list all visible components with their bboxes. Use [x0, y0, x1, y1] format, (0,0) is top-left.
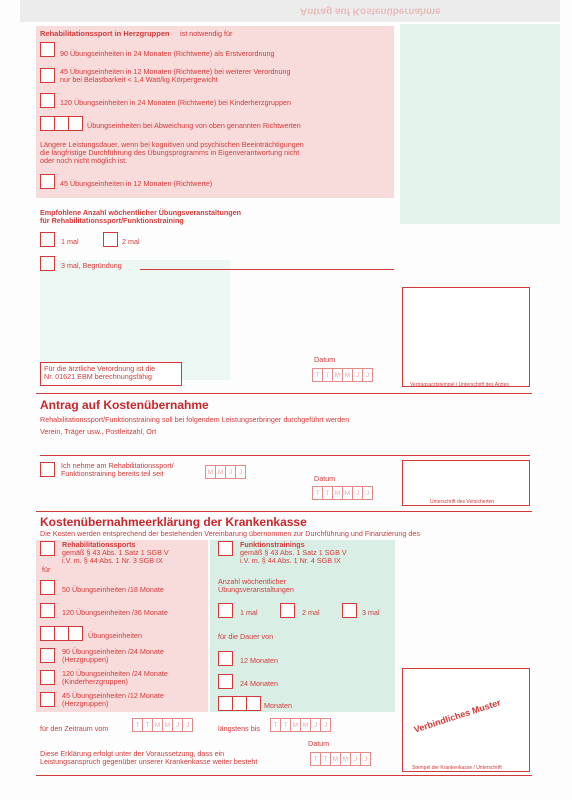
date-label-1: Datum	[314, 355, 336, 364]
divider-2	[36, 511, 532, 512]
checkbox-50-einheiten[interactable]	[40, 580, 55, 595]
disclaimer-l2: Leistungsanspruch gegenüber unserer Krankenkasse weiter besteht	[40, 757, 258, 766]
checkbox-12-monate[interactable]	[218, 651, 233, 666]
checkbox-120-einheiten-kinder[interactable]	[40, 93, 55, 108]
reha-fuer: für	[42, 565, 51, 574]
versicherter-signature-caption: Unterschrift des Versicherten	[430, 499, 495, 505]
arzt-stamp-box[interactable]	[402, 287, 530, 387]
checkbox-ft-2-mal[interactable]	[280, 603, 295, 618]
input-einheiten-digit-2[interactable]	[54, 116, 69, 131]
label-90-einheiten-herz-l2: (Herzgruppen)	[62, 655, 109, 664]
checkbox-rehasport[interactable]	[40, 541, 55, 556]
divider-1	[36, 393, 532, 394]
label-1-mal: 1 mal	[61, 237, 79, 246]
section-anzahl-title-l1: Empfohlene Anzahl wöchentlicher Übungsveranstaltungen	[40, 208, 242, 217]
label-ft-3-mal: 3 mal	[362, 608, 380, 617]
label-120-einheiten-kinderherz-l2: (Kinderherzgruppen)	[62, 677, 128, 686]
section-herzgruppen-title: Rehabilitationssport in Herzgruppen	[40, 29, 170, 38]
laengstens-label: längstens bis	[218, 724, 260, 733]
label-120-einheiten: 120 Übungseinheiten /36 Monate	[62, 608, 168, 617]
label-120-einheiten-kinder: 120 Übungseinheiten in 24 Monaten (Richtwerte) bei Kinderherzgruppen	[60, 98, 291, 107]
label-abweichung: Übungseinheiten bei Abweichung von oben genannten Richtwerten	[87, 121, 301, 130]
antrag-line1: Rehabilitationssport/Funktionstraining soll bei folgendem Leistungserbringer durchgeführt werden	[40, 415, 350, 424]
input-kosten-einheiten-digit-3[interactable]	[68, 626, 83, 641]
input-monate-digit-2[interactable]	[232, 696, 247, 711]
ebm-note-l1: Für die ärztliche Verordnung ist die	[44, 364, 156, 373]
reha-title: Rehabilitationssports	[62, 540, 136, 549]
anzahl-l1: Anzahl wöchentlicher	[218, 577, 286, 586]
ebm-note-l2: Nr. 01621 EBM berechnungsfähig	[44, 372, 152, 381]
label-45-einheiten-herz-l2: (Herzgruppen)	[62, 699, 109, 708]
checkbox-45-einheiten-langfristig[interactable]	[40, 174, 55, 189]
kosten-title: Kostenübernahmeerklärung der Krankenkasse	[40, 515, 307, 529]
kosten-subtitle: Die Kosten werden entsprechend der bestehenden Vereinbarung übernommen zur Durchführung und Finanzierung des	[40, 529, 420, 538]
verbindliches-muster-watermark: Verbindliches Muster	[412, 697, 502, 735]
label-45-einheiten-l1: 45 Übungseinheiten in 12 Monaten (Richtwerte) bei weiterer Verordnung	[60, 67, 291, 76]
checkbox-1-mal[interactable]	[40, 232, 55, 247]
para-longer-duration-l3: oder noch nicht möglich ist.	[40, 156, 128, 165]
label-kosten-einheiten: Übungseinheiten	[88, 631, 142, 640]
input-kosten-einheiten-digit-1[interactable]	[40, 626, 55, 641]
checkbox-45-einheiten-weitere[interactable]	[40, 68, 55, 83]
label-90-einheiten: 90 Übungseinheiten in 24 Monaten (Richtwerte) als Erstverordnung	[60, 49, 275, 58]
label-24-monate: 24 Monaten	[240, 679, 278, 688]
faded-header-title: Antrag auf Kostenübernahme	[300, 5, 441, 17]
input-einheiten-digit-3[interactable]	[68, 116, 83, 131]
section-anzahl-title-l2: für Rehabilitationssport/Funktionstraining	[40, 216, 184, 225]
funktion-panel	[210, 540, 395, 712]
input-monate-digit-1[interactable]	[218, 696, 233, 711]
bereits-teil-l2: Funktionstraining bereits teil seit	[61, 469, 164, 478]
date-label-3: Datum	[308, 739, 330, 748]
checkbox-120-einheiten-kinderherz[interactable]	[40, 670, 55, 685]
date-field-3[interactable]: T T M M J J	[310, 752, 370, 766]
checkbox-2-mal[interactable]	[103, 232, 118, 247]
antrag-title: Antrag auf Kostenübernahme	[40, 398, 209, 412]
section-herzgruppen-title-suffix: ist notwendig für	[180, 29, 233, 38]
label-90-einheiten-herz-l1: 90 Übungseinheiten /24 Monate	[62, 647, 164, 656]
label-ft-1-mal: 1 mal	[240, 608, 258, 617]
para-longer-duration-l1: Längere Leistungsdauer, wenn bei kognitiven und psychischen Beeinträchtigungen	[40, 140, 304, 149]
checkbox-24-monate[interactable]	[218, 674, 233, 689]
label-2-mal: 2 mal	[122, 237, 140, 246]
bereits-teil-date[interactable]: M M J J	[205, 465, 245, 479]
krankenkasse-stamp-caption: Stempel der Krankenkasse / Unterschrift	[412, 765, 502, 771]
funktion-l2: i.V. m. § 44 Abs. 1 Nr. 4 SGB IX	[240, 556, 341, 565]
bereits-teil-l1: Ich nehme am Rehabilitationssport/	[61, 461, 174, 470]
input-monate-digit-3[interactable]	[246, 696, 261, 711]
anzahl-l2: Übungsveranstaltungen	[218, 585, 294, 594]
checkbox-bereits-teil[interactable]	[40, 462, 55, 477]
label-ft-2-mal: 2 mal	[302, 608, 320, 617]
leistungserbringer-line[interactable]	[40, 455, 530, 456]
begruendung-line[interactable]	[140, 269, 394, 270]
reha-l2: i.V. m. § 44 Abs. 1 Nr. 3 SGB IX	[62, 556, 163, 565]
checkbox-90-einheiten[interactable]	[40, 42, 55, 57]
date-label-2: Datum	[314, 474, 336, 483]
disclaimer-l1: Diese Erklärung erfolgt unter der Voraussetzung, dass ein	[40, 749, 225, 758]
label-45-einheiten-herz-l1: 45 Übungseinheiten /12 Monate	[62, 691, 164, 700]
top-header-strip	[20, 0, 560, 22]
checkbox-funktionstraining[interactable]	[218, 541, 233, 556]
date-field-1[interactable]: T T M M J J	[312, 368, 372, 382]
zeitraum-von-date[interactable]: T T M M J J	[132, 718, 192, 732]
checkbox-ft-3-mal[interactable]	[342, 603, 357, 618]
date-field-2[interactable]: T T M M J J	[312, 486, 372, 500]
para-longer-duration-l2: die langfristige Durchführung des Übungsprogramms in Eigenverantwortung nicht	[40, 148, 300, 157]
bottom-border	[36, 775, 532, 776]
input-kosten-einheiten-digit-2[interactable]	[54, 626, 69, 641]
checkbox-120-einheiten[interactable]	[40, 603, 55, 618]
label-3-mal-begruendung: 3 mal, Begründung	[61, 261, 122, 270]
antrag-line2: Verein, Träger usw., Postleitzahl, Ort	[40, 427, 157, 436]
checkbox-3-mal[interactable]	[40, 256, 55, 271]
checkbox-ft-1-mal[interactable]	[218, 603, 233, 618]
laengstens-date[interactable]: T T M M J J	[270, 718, 330, 732]
label-120-einheiten-kinderherz-l1: 120 Übungseinheiten /24 Monate	[62, 669, 168, 678]
background-green-panel-top	[400, 24, 560, 224]
krankenkasse-stamp-box[interactable]	[402, 668, 530, 772]
dauer-label: für die Dauer von	[218, 632, 274, 641]
label-45-einheiten-langfristig: 45 Übungseinheiten in 12 Monaten (Richtwerte)	[60, 179, 213, 188]
arzt-stamp-caption: Vertragsarztstempel / Unterschrift des Arztes	[410, 382, 509, 388]
label-12-monate: 12 Monaten	[240, 656, 278, 665]
checkbox-90-einheiten-herz[interactable]	[40, 648, 55, 663]
funktion-l1: gemäß § 43 Abs. 1 Satz 1 SGB V	[240, 548, 347, 557]
label-45-einheiten-l2: nur bei Belastbarkeit < 1,4 Watt/kg Körpergewicht	[60, 75, 218, 84]
checkbox-45-einheiten-herz[interactable]	[40, 692, 55, 707]
input-einheiten-digit-1[interactable]	[40, 116, 55, 131]
label-monate: Monaten	[264, 701, 292, 710]
label-50-einheiten: 50 Übungseinheiten /18 Monate	[62, 585, 164, 594]
zeitraum-label: für den Zeitraum vom	[40, 724, 109, 733]
reha-l1: gemäß § 43 Abs. 1 Satz 1 SGB V	[62, 548, 169, 557]
funktion-title: Funktionstrainings	[240, 540, 305, 549]
